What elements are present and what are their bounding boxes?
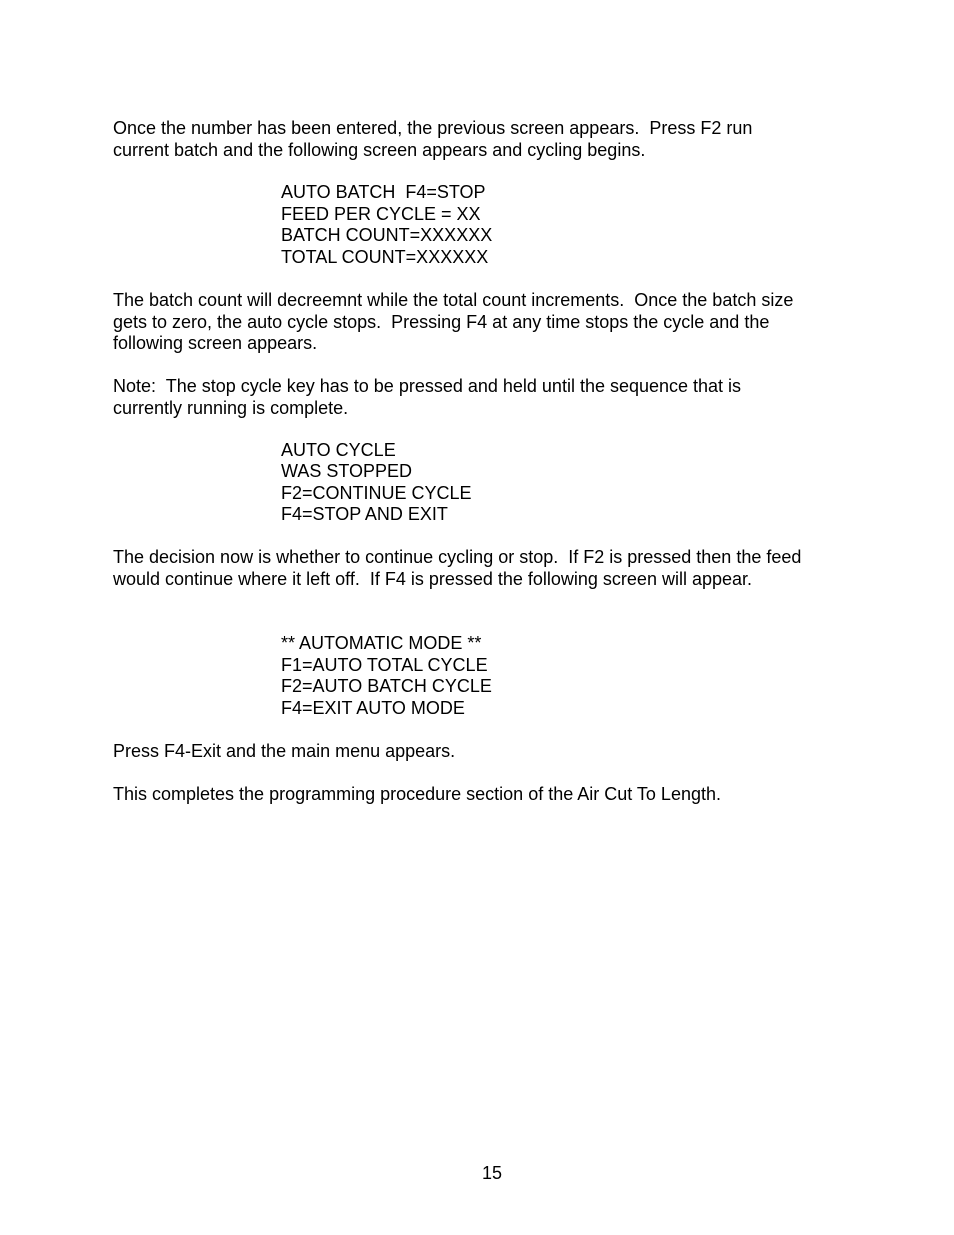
screen-line: WAS STOPPED: [281, 461, 413, 481]
screen-line: F2=CONTINUE CYCLE: [281, 483, 472, 503]
screen-line: F2=AUTO BATCH CYCLE: [281, 676, 492, 696]
paragraph-2-line-2: gets to zero, the auto cycle stops. Pressing F4 at any time stops the cycle and the: [113, 312, 770, 332]
page-number: 15: [481, 1163, 503, 1183]
paragraph-6: This completes the programming procedure section of the Air Cut To Length.: [113, 784, 721, 804]
note-line-2: currently running is complete.: [113, 398, 349, 418]
screen-line: AUTO BATCH F4=STOP: [281, 182, 486, 202]
screen-line: TOTAL COUNT=XXXXXX: [281, 247, 489, 267]
screen-line: F4=EXIT AUTO MODE: [281, 698, 465, 718]
screen-line: AUTO CYCLE: [281, 440, 396, 460]
paragraph-1-line-1: Once the number has been entered, the previous screen appears. Press F2 run: [113, 118, 753, 138]
paragraph-2-line-1: The batch count will decreemnt while the total count increments. Once the batch size: [113, 290, 794, 310]
paragraph-4-line-1: The decision now is whether to continue cycling or stop. If F2 is pressed then the feed: [113, 547, 802, 567]
paragraph-5: Press F4-Exit and the main menu appears.: [113, 741, 456, 761]
screen-line: BATCH COUNT=XXXXXX: [281, 225, 493, 245]
paragraph-2-line-3: following screen appears.: [113, 333, 318, 353]
screen-line: F1=AUTO TOTAL CYCLE: [281, 655, 488, 675]
paragraph-4-line-2: would continue where it left off. If F4 is pressed the following screen will appear.: [113, 569, 753, 589]
screen-line: ** AUTOMATIC MODE **: [281, 633, 482, 653]
paragraph-1-line-2: current batch and the following screen appears and cycling begins.: [113, 140, 646, 160]
note-line-1: Note: The stop cycle key has to be pressed and held until the sequence that is: [113, 376, 742, 396]
screen-line: FEED PER CYCLE = XX: [281, 204, 481, 224]
screen-line: F4=STOP AND EXIT: [281, 504, 448, 524]
